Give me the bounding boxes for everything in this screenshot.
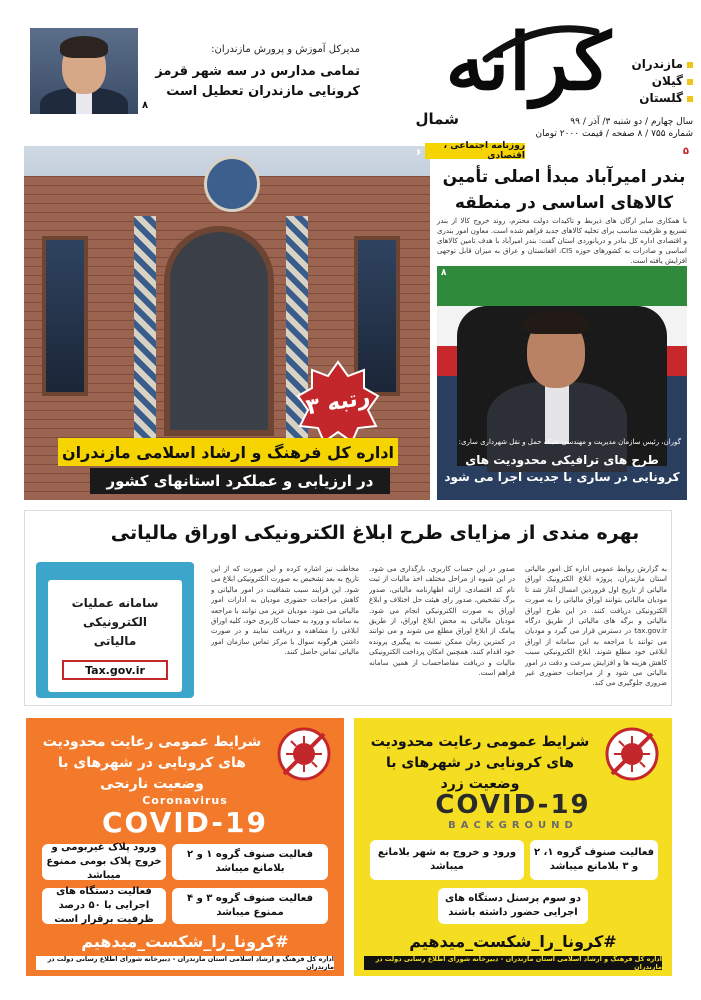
rule-pill: فعالیت صنوف گروه ۱ و ۲ بلامانع میباشد — [172, 844, 328, 880]
virus-icon — [276, 726, 332, 782]
rank-badge — [296, 360, 380, 444]
bullet-icon — [687, 62, 693, 68]
newspaper-logo[interactable] — [401, 17, 611, 128]
hero-caption-2[interactable]: در ارزیابی و عملکرد استانهای کشور — [90, 468, 390, 494]
rule-pill: فعالیت دستگاه های اجرایی با ۵۰ درصد ظرفیت برقرار است — [42, 888, 166, 924]
covid-big-label: COVID-19 — [435, 790, 591, 820]
province-item: گلستان — [613, 90, 693, 107]
bullet-icon — [687, 79, 693, 85]
page-number: ۸ — [441, 268, 447, 278]
logo-word: کرانه — [445, 17, 611, 108]
arched-window — [164, 226, 274, 436]
masthead — [0, 0, 701, 140]
covid-small-label: Coronavirus — [142, 794, 228, 807]
story-body: با همکاری سایر ارگان های ذیربط و تاکیدات دولت محترم، روند خروج کالا از بندر تسریع و ظرفیت مناسب برای تخلیه کالاهای جدید فراهم شده است. معاون امور بندری و اقتصادی اداره کل بنادر و دریانوردی استان گفت: بندر امیرآباد با هدف تامین کالاهای اساسی و صادرات به کشورهای حوزه CIS، افغانستان و عراق به میزان قابل توجهی افزایش یافته است. — [437, 217, 687, 265]
logo-swoosh-icon — [481, 24, 601, 64]
ad-heading: شرایط عمومی رعایت محدودیت های کرونایی در شهرهای با وضعیت زرد — [370, 734, 590, 792]
rule-pill: ورود پلاک غیربومی و خروج پلاک بومی ممنوع میباشد — [42, 844, 166, 880]
top-news-photo — [30, 28, 138, 114]
covid-ad-yellow[interactable] — [354, 718, 672, 976]
window — [42, 236, 88, 396]
hashtag: #کرونا_را_شکست_میدهیم — [81, 932, 289, 951]
story-column-1: به گزارش روابط عمومی اداره کل امور مالیاتی استان مازندران، پروژه ابلاغ الکترونیک اوراق مالیاتی از تاریخ اول فروردین امسال آغاز شد تا مودیان مالیاتی بتوانند اوراق مالیاتی را به صورت الکترونیکی دریافت کنند. در این طرح اوراق مالیاتی و برگه های مالیاتی از طریق درگاه tax.gov.ir در دسترس قرار می گیرد و مودیان می توانند با مراجعه به این سامانه از اوراق ابلاغی خود مطلع شوند. ابلاغ الکترونیکی سبب کاهش هزینه ها و افزایش سرعت و دقت در امور مالیاتی می شود و از مراجعات حضوری غیر ضروری جلوگیری می کند. — [525, 565, 667, 688]
tax-card — [48, 580, 182, 692]
tax-url[interactable]: Tax.gov.ir — [62, 660, 168, 680]
bullet-icon — [687, 96, 693, 102]
badge-label: رتبه ۳ — [304, 384, 372, 420]
covid-big-label: COVID-19 — [101, 806, 269, 839]
story-photo[interactable] — [437, 266, 687, 500]
story-column-3: مخاطب نیز اشاره کرده و این صورت که از این تاریخ به بعد تشخیص به صورت الکترونیکی ابلاغ می شود. این فرایند سبب شفافیت در امور مالیاتی و کاهش مراجعات حضوری مودیان به ادارات امور مالیاتی می شود. مودیان عزیز می توانند با مراجعه به سامانه و ورود به حساب کاربری خود، کلیه اوراق ابلاغی را مشاهده و دریافت نمایند و در صورت داشتن هرگونه سوال با مرکز تماس سازمان امور مالیاتی تماس حاصل کنند. — [211, 565, 359, 657]
issue-line: شماره ۷۵۵ / ۸ صفحه / قیمت ۲۰۰۰ تومان — [535, 129, 693, 139]
virus-icon — [604, 726, 660, 782]
story-column-2: صدور در این حساب کاربری، بارگذاری می شود. در این شیوه از مراحل مختلف اخذ مالیات از ثبت نام کد اقتصادی، ارائه اظهارنامه مالیاتی، صدور برگ تشخیص، صدور رای هیئت حل اختلاف و ابلاغ اوراق به صورت الکترونیکی انجام می شود. مودیان مالیاتی به محض ابلاغ اوراق، از طریق پیامک از ابلاغ اوراق مطلع می شوند و می توانند در کمترین زمان ممکن نسبت به پیگیری پرونده خود اقدام کنند. همچنین امکان پرداخت الکترونیکی مالیات و دریافت مفاصاحساب از همین سامانه فراهم است. — [369, 565, 515, 678]
covid-ad-orange[interactable] — [26, 718, 344, 976]
top-news-title[interactable]: تمامی مدارس در سه شهر قرمز کرونایی مازندران تعطیل است — [155, 64, 360, 99]
mid-story-title[interactable]: بهره مندی از مزایای طرح ابلاغ الکترونیکی اوراق مالیاتی — [110, 522, 640, 544]
top-news[interactable] — [30, 28, 360, 114]
tax-line-2: الکترونیکی — [83, 615, 147, 629]
rule-pill: فعالیت صنوف گروه ۱، ۲ و ۳ بلامانع میباشد — [530, 840, 658, 880]
page-number: ۶ — [416, 148, 422, 158]
logo-suffix: شمال — [415, 110, 459, 128]
emblem-icon — [204, 156, 260, 212]
tax-portal-graphic[interactable] — [36, 562, 194, 698]
tax-line-1: سامانه عملیات — [71, 596, 159, 610]
story-title[interactable]: طرح های ترافیکی محدودیت های کرونایی در ساری با جدیت اجرا می شود — [444, 453, 680, 484]
province-item: گیلان — [613, 73, 693, 90]
covid-small-label: BACKGROUND — [448, 820, 578, 831]
province-list — [613, 56, 693, 107]
province-item: مازندران — [613, 56, 693, 73]
rule-pill: فعالیت صنوف گروه ۳ و ۴ ممنوع میباشد — [172, 888, 328, 924]
photo-caption: گوران، رئیس سازمان مدیریت و مهندسی شبکه حمل و نقل شهرداری ساری: — [458, 438, 681, 446]
date-line: سال چهارم / دو شنبه ۳/ آذر / ۹۹ — [570, 117, 693, 127]
ad-heading: شرایط عمومی رعایت محدودیت های کرونایی در شهرهای با وضعیت نارنجی — [42, 734, 262, 792]
hashtag: #کرونا_را_شکست_میدهیم — [409, 932, 617, 951]
rule-pill: ورود و خروج به شهر بلامانع میباشد — [370, 840, 524, 880]
section-tag: روزنامه اجتماعی ، اقتصادی — [425, 143, 525, 159]
rule-pill: دو سوم پرسنل دستگاه های اجرایی حضور داشته باشند — [438, 888, 588, 924]
issue-info — [493, 116, 693, 140]
ad-footer: اداره کل فرهنگ و ارشاد اسلامی استان مازندران - دبیرخانه شورای اطلاع رسانی دولت در مازندران — [36, 956, 334, 970]
hero-caption-1[interactable]: اداره کل فرهنگ و ارشاد اسلامی مازندران — [58, 438, 398, 466]
page-number: ۸ — [142, 100, 149, 111]
tax-line-3: مالیاتی — [93, 634, 137, 648]
top-news-kicker: مدیرکل آموزش و پرورش مازندران: — [211, 44, 360, 55]
page-number: ۵ — [682, 146, 689, 157]
ad-footer: اداره کل فرهنگ و ارشاد اسلامی استان مازندران - دبیرخانه شورای اطلاع رسانی دولت در مازندران — [364, 956, 662, 970]
story-title[interactable]: بندر امیرآباد مبدأ اصلی تأمین کالاهای اساسی در منطقه — [442, 167, 686, 213]
